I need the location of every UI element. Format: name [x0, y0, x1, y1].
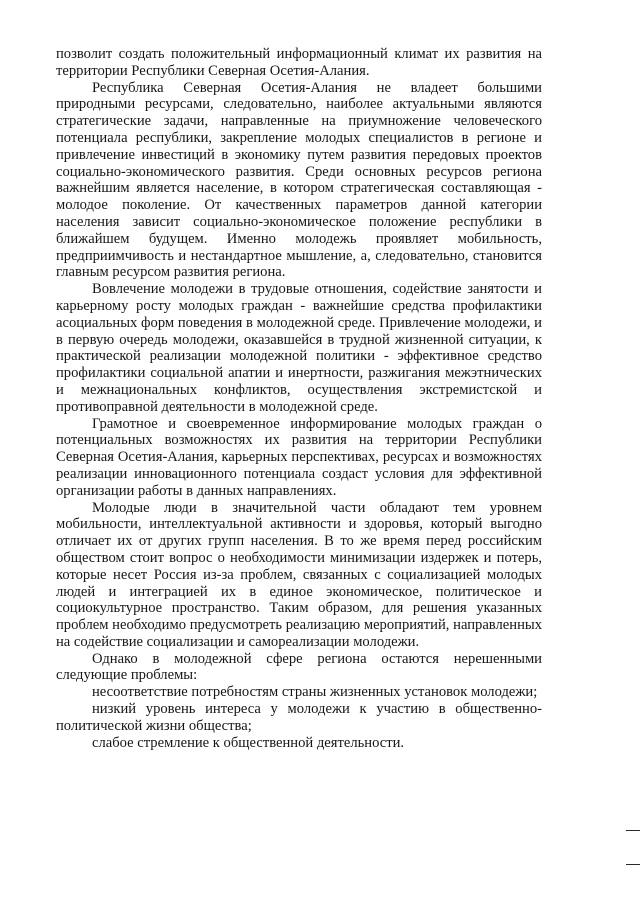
- page-edge-mark: [626, 830, 640, 831]
- problem-list-item: слабое стремление к общественной деятельности.: [92, 734, 405, 751]
- paragraph-youth-employment: Вовлечение молодежи в трудовые отношения, содействие занятости и карьерному росту молодых граждан - важнейшие средства профилактики асоциальных форм поведения в молодежной среде. Привлечение молодежи, и в первую очередь молодежи, оказавшейся в трудной жизненной ситуации, к практической реализации молодежной политики - эффективное средство профилактики социальной апатии и инертности, разжигания межэтнических и межнациональных конфликтов, осуществления экстремистской и противоправной деятельности в молодежной среде.: [56, 281, 542, 415]
- problem-list-item: несоответствие потребностям страны жизненных установок молодежи;: [92, 684, 538, 701]
- page-edge-mark: [626, 864, 640, 865]
- paragraph-natural-resources: Республика Северная Осетия-Алания не владеет большими природными ресурсами, следовательно, наиболее актуальными являются стратегические задачи, направленные на приумножение человеческого потенциала республики, закрепление молодых специалистов в регионе и привлечение инвестиций в экономику путем развития передовых проектов социально-экономического развития. Среди основных ресурсов региона важнейшим является население, в котором стратегическая составляющая - молодое поколение. От качественных параметров данной категории населения зависит социально-экономическое положение республики в ближайшем будущем. Именно молодежь проявляет мобильность, предприимчивость и нестандартное мышление, а, следовательно, становится главным ресурсом развития региона.: [56, 79, 542, 281]
- document-body: [56, 46, 542, 751]
- paragraph-continuation: позволит создать положительный информационный климат их развития на территории Республики Северная Осетия-Алания.: [56, 46, 542, 79]
- paragraph-youth-mobility: Молодые люди в значительной части обладают тем уровнем мобильности, интеллектуальной активности и здоровья, который выгодно отличает их от других групп населения. В то же время перед российским обществом стоит вопрос о необходимости минимизации издержек и потерь, которые несет Россия из-за проблем, связанных с социализацией молодых людей и интеграцией их в единое экономическое, политическое и социокультурное пространство. Таким образом, для решения указанных проблем необходимо предусмотреть реализацию мероприятий, направленных на содействие социализации и самореализации молодежи.: [56, 499, 542, 650]
- problem-list-item: низкий уровень интереса у молодежи к участию в общественно-политической жизни общества;: [56, 701, 542, 734]
- paragraph-unsolved-problems-intro: Однако в молодежной сфере региона остаются нерешенными следующие проблемы:: [56, 650, 542, 684]
- paragraph-informing-youth: Грамотное и своевременное информирование молодых граждан о потенциальных возможностях их развития на территории Республики Северная Осетия-Алания, карьерных перспективах, ресурсах и возможностях реализации инновационного потенциала создаст условия для эффективной организации работы в данных направлениях.: [56, 415, 542, 499]
